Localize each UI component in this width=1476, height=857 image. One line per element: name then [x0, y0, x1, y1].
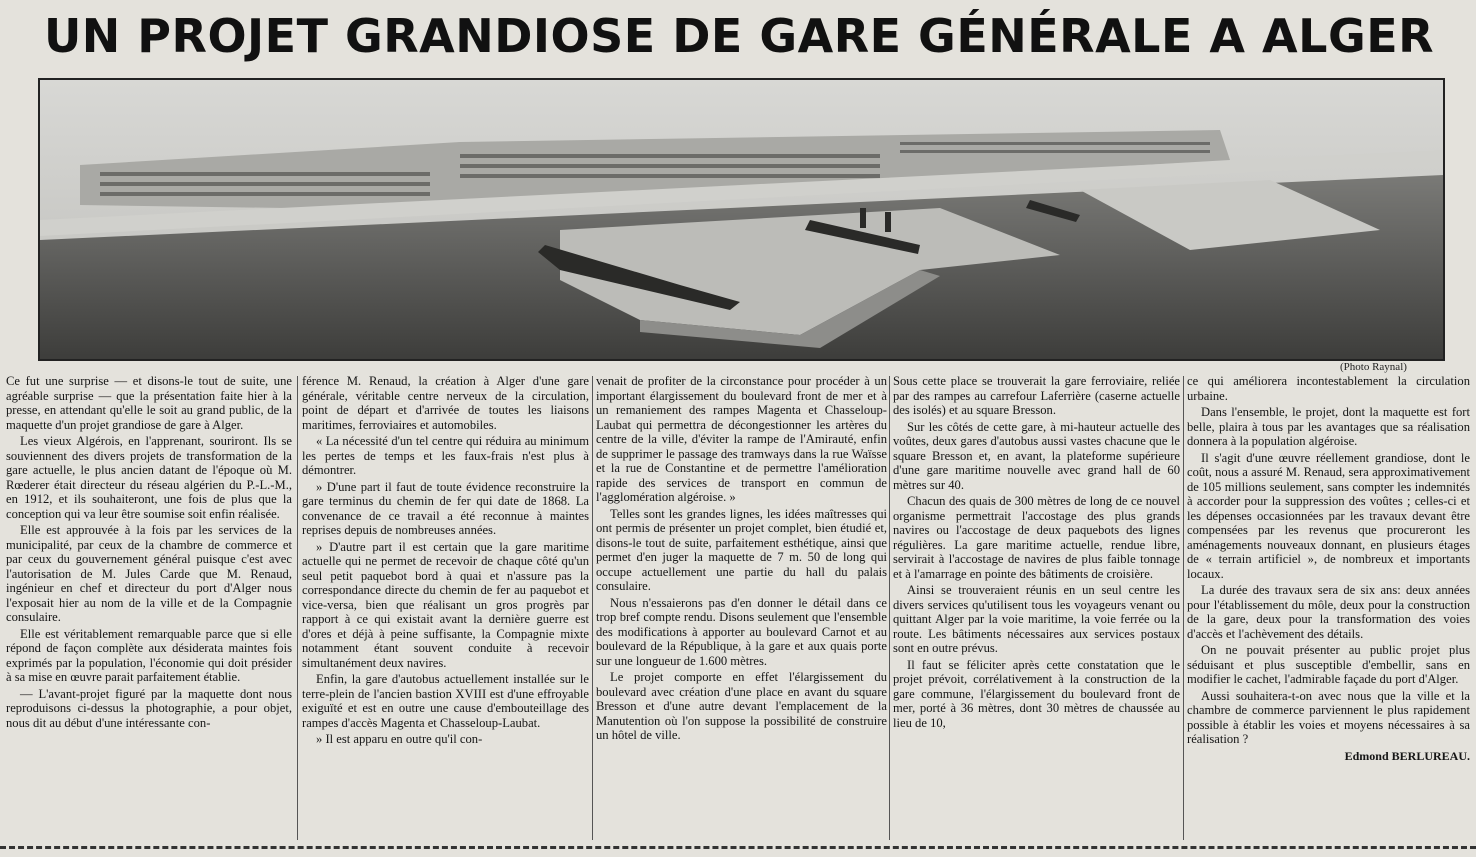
paragraph: Aussi souhaitera-t-on avec nous que la ville et la chambre de commerce parviennent le plus rapidement possible à établir les voies et moyens nécessaires à sa réalisation ?: [1187, 688, 1470, 746]
paragraph: On ne pouvait présenter au public projet plus séduisant et plus susceptible d'embellir, sans en modifier le cachet, l'admirable façade du port d'Alger.: [1187, 643, 1470, 686]
watermark-title: [356, 360, 543, 361]
paragraph: Elle est véritablement remarquable parce que si elle répond de façon complète aux désiderata maintes fois exprimés par la population, l'économie qui doit présider à sa mise en œuvre parait parfaitement établie.: [6, 626, 292, 684]
article-column-3: [596, 374, 887, 840]
paragraph: Chacun des quais de 300 mètres de long de ce nouvel organisme permettrait l'accostage des plus grands navires ou l'accostage de deux paquebots des lignes régulières. La gare maritime actuelle, rendue libre, servirait à l'accostage de navires de plus faible tonnage et à l'amarrage en pointe des bâtiments de croisière.: [893, 494, 1180, 581]
author-signature: Edmond BERLUREAU.: [1344, 748, 1470, 763]
paragraph: Elle est approuvée à la fois par les services de la municipalité, par ceux de la chambre de commerce et par ceux du gouvernement général puisque c'est avec l'autorisation de M. Jules Carde que M. Renaud, ingénieur en chef et directeur du port d'Alger nous l'exposait hier au nom de la ville et de la Compagnie consulaire.: [6, 523, 292, 624]
column-rule: [889, 376, 890, 840]
column-rule: [1183, 376, 1184, 840]
column-rule: [592, 376, 593, 840]
paragraph: » Il est apparu en outre qu'il con-: [316, 732, 483, 746]
paragraph: » D'une part il faut de toute évidence reconstruire la gare terminus du chemin de fer qui date de 1868. La convenance de ce travail a été reconnue à maintes reprises depuis de nombreuses années.: [302, 479, 589, 537]
paragraph: venait de profiter de la circonstance pour procéder à un important élargissement du boulevard front de mer et à un remaniement des rampes Magenta et Chasseloup-Laubat qui permettra de décongestionner les artères du centre de la ville, d'éviter la rampe de l'Amirauté, enfin de supprimer le passage des tramways dans la rue Waïsse et la rue de Constantine et de permettre l'amélioration rapide des services de transport en commun de l'agglomération algéroise. »: [596, 374, 887, 504]
paragraph: Ce fut une surprise — et disons-le tout de suite, une agréable surprise — que la présentation faite hier à la presse, en attendant qu'elle le soit au grand public, de la maquette d'un projet grandiose de gare à Alger.: [6, 374, 292, 432]
article-column-2: [302, 374, 589, 840]
paragraph: Il s'agit d'une œuvre réellement grandiose, dont le coût, nous a assuré M. Renaud, sera approximativement de 105 millions seulement, sans compter les indemnités à accorder pour la suppression des voûtes ; celles-ci et les dépenses occasionnées par les travaux devant être compensées par les revenus que procureront les aménagements nouveaux donnant, en plusieurs étages de « terrain artificiel », de nombreux et importants locaux.: [1187, 450, 1470, 581]
paragraph: Enfin, la gare d'autobus actuellement installée sur le terre-plein de l'ancien bastion XVIII est d'une effroyable exiguïté et est en outre une cause d'embouteillage des rampes d'accès Magenta et Chasseloup-Laubat.: [302, 672, 589, 730]
article-column-1: [6, 374, 292, 840]
paragraph: Dans l'ensemble, le projet, dont la maquette est fort belle, plaira à tous par les avantages que sa réalisation donnera à la population algéroise.: [1187, 405, 1470, 448]
bottom-dashed-rule: [0, 846, 1476, 849]
paragraph: Ainsi se trouveraient réunis en un seul centre les divers services qu'utilisent tous les voyageurs venant ou quittant Alger par la voie maritime, la voie ferrée ou la route. Les bâtiments nécessaires aux services postaux sont en outre prévus.: [893, 583, 1180, 655]
paragraph: ce qui améliorera incontestablement la circulation urbaine.: [1187, 374, 1470, 403]
harbour-model-photo: [38, 78, 1445, 361]
paragraph: Telles sont les grandes lignes, les idées maîtresses qui ont permis de présenter un projet complet, bien étudié et, disons-le tout de suite, parfaitement esthétique, ainsi que permet d'en juger la maquette de 7 m. 50 de long qui occupe actuellement une partie du hall du palais consulaire.: [596, 506, 887, 593]
paragraph: férence M. Renaud, la création à Alger d'une gare générale, véritable centre nerveux de la circulation, point de départ et d'arrivée de toutes les liaisons maritimes, ferroviaires et automobiles.: [302, 374, 589, 432]
photo-illustration: [40, 80, 1443, 359]
photo-credit: (Photo Raynal): [1340, 361, 1407, 373]
paragraph: « La nécessité d'un tel centre qui réduira au minimum les pertes de temps et les faux-frais n'est plus à démontrer.: [302, 434, 589, 477]
paragraph: — L'avant-projet figuré par la maquette dont nous reproduisons ci-dessus la photographie, a pour objet, nous dit au début d'une intéressante con-: [6, 686, 292, 730]
paragraph: La durée des travaux sera de six ans: deux années pour l'établissement du môle, deux pour la construction de la gare, deux pour la transformation des voies d'accès et l'achèvement des détails.: [1187, 583, 1470, 641]
paragraph: Sur les côtés de cette gare, à mi-hauteur actuelle des voûtes, deux gares d'autobus aussi vastes chacune que le square Bresson et, en avant, la plateforme supérieure d'une gare maritime nouvelle avec grand hall de 60 mètres sur 40.: [893, 419, 1180, 492]
paragraph: » D'autre part il est certain que la gare maritime actuelle qui ne permet de recevoir de chaque côté qu'un seul petit paquebot bord à quai et n'assure pas la correspondance directe du chemin de fer au paquebot et vice-versa, bien que réalisant un gros progrès par rapport à ce qui existait avant la dernière guerre est d'ores et déjà à peine suffisante, la Compagnie mixte notamment étant souvent conduite à recevoir simultanément deux navires.: [302, 539, 589, 670]
column-rule: [297, 376, 298, 840]
article-column-4: [893, 374, 1180, 840]
article-column-5: [1187, 374, 1470, 840]
headline: UN PROJET GRANDIOSE DE GARE GÉNÉRALE A ALGER: [43, 9, 1435, 63]
paragraph: Nous n'essaierons pas d'en donner le détail dans ce trop bref compte rendu. Disons seulement que l'ensemble des modifications à apporter au boulevard Carnot et au boulevard de la République, à la gare et aux quais porte sur une longueur de 1.600 mètres.: [596, 595, 887, 668]
paragraph: Sous cette place se trouverait la gare ferroviaire, reliée par des rampes au carrefour Laferrière (caserne actuelle des isolés) et au square Bresson.: [893, 374, 1180, 417]
paragraph: Les vieux Algérois, en l'apprenant, souriront. Ils se souviennent des divers projets de transformation de la gare actuelle, le plus ancien datant de l'époque où M. Rœderer était directeur du réseau algérien du P.-L.-M., en 1912, et ils souhaiteront, une fois de plus que la conception qui va leur être soumise soit enfin réalisée.: [6, 434, 292, 521]
paragraph: Il faut se féliciter après cette constatation que le projet prévoit, corrélativement à la construction de la gare commune, l'élargissement du boulevard front de mer, porté à 36 mètres, dont 30 mètres de chaussée au lieu de 10,: [893, 657, 1180, 730]
paragraph: Le projet comporte en effet l'élargissement du boulevard avec création d'une place en avant du square Bresson et d'une autre devant l'emplacement de la Manutention où l'on suppose la possibilité de construire un hôtel de ville.: [596, 670, 887, 742]
